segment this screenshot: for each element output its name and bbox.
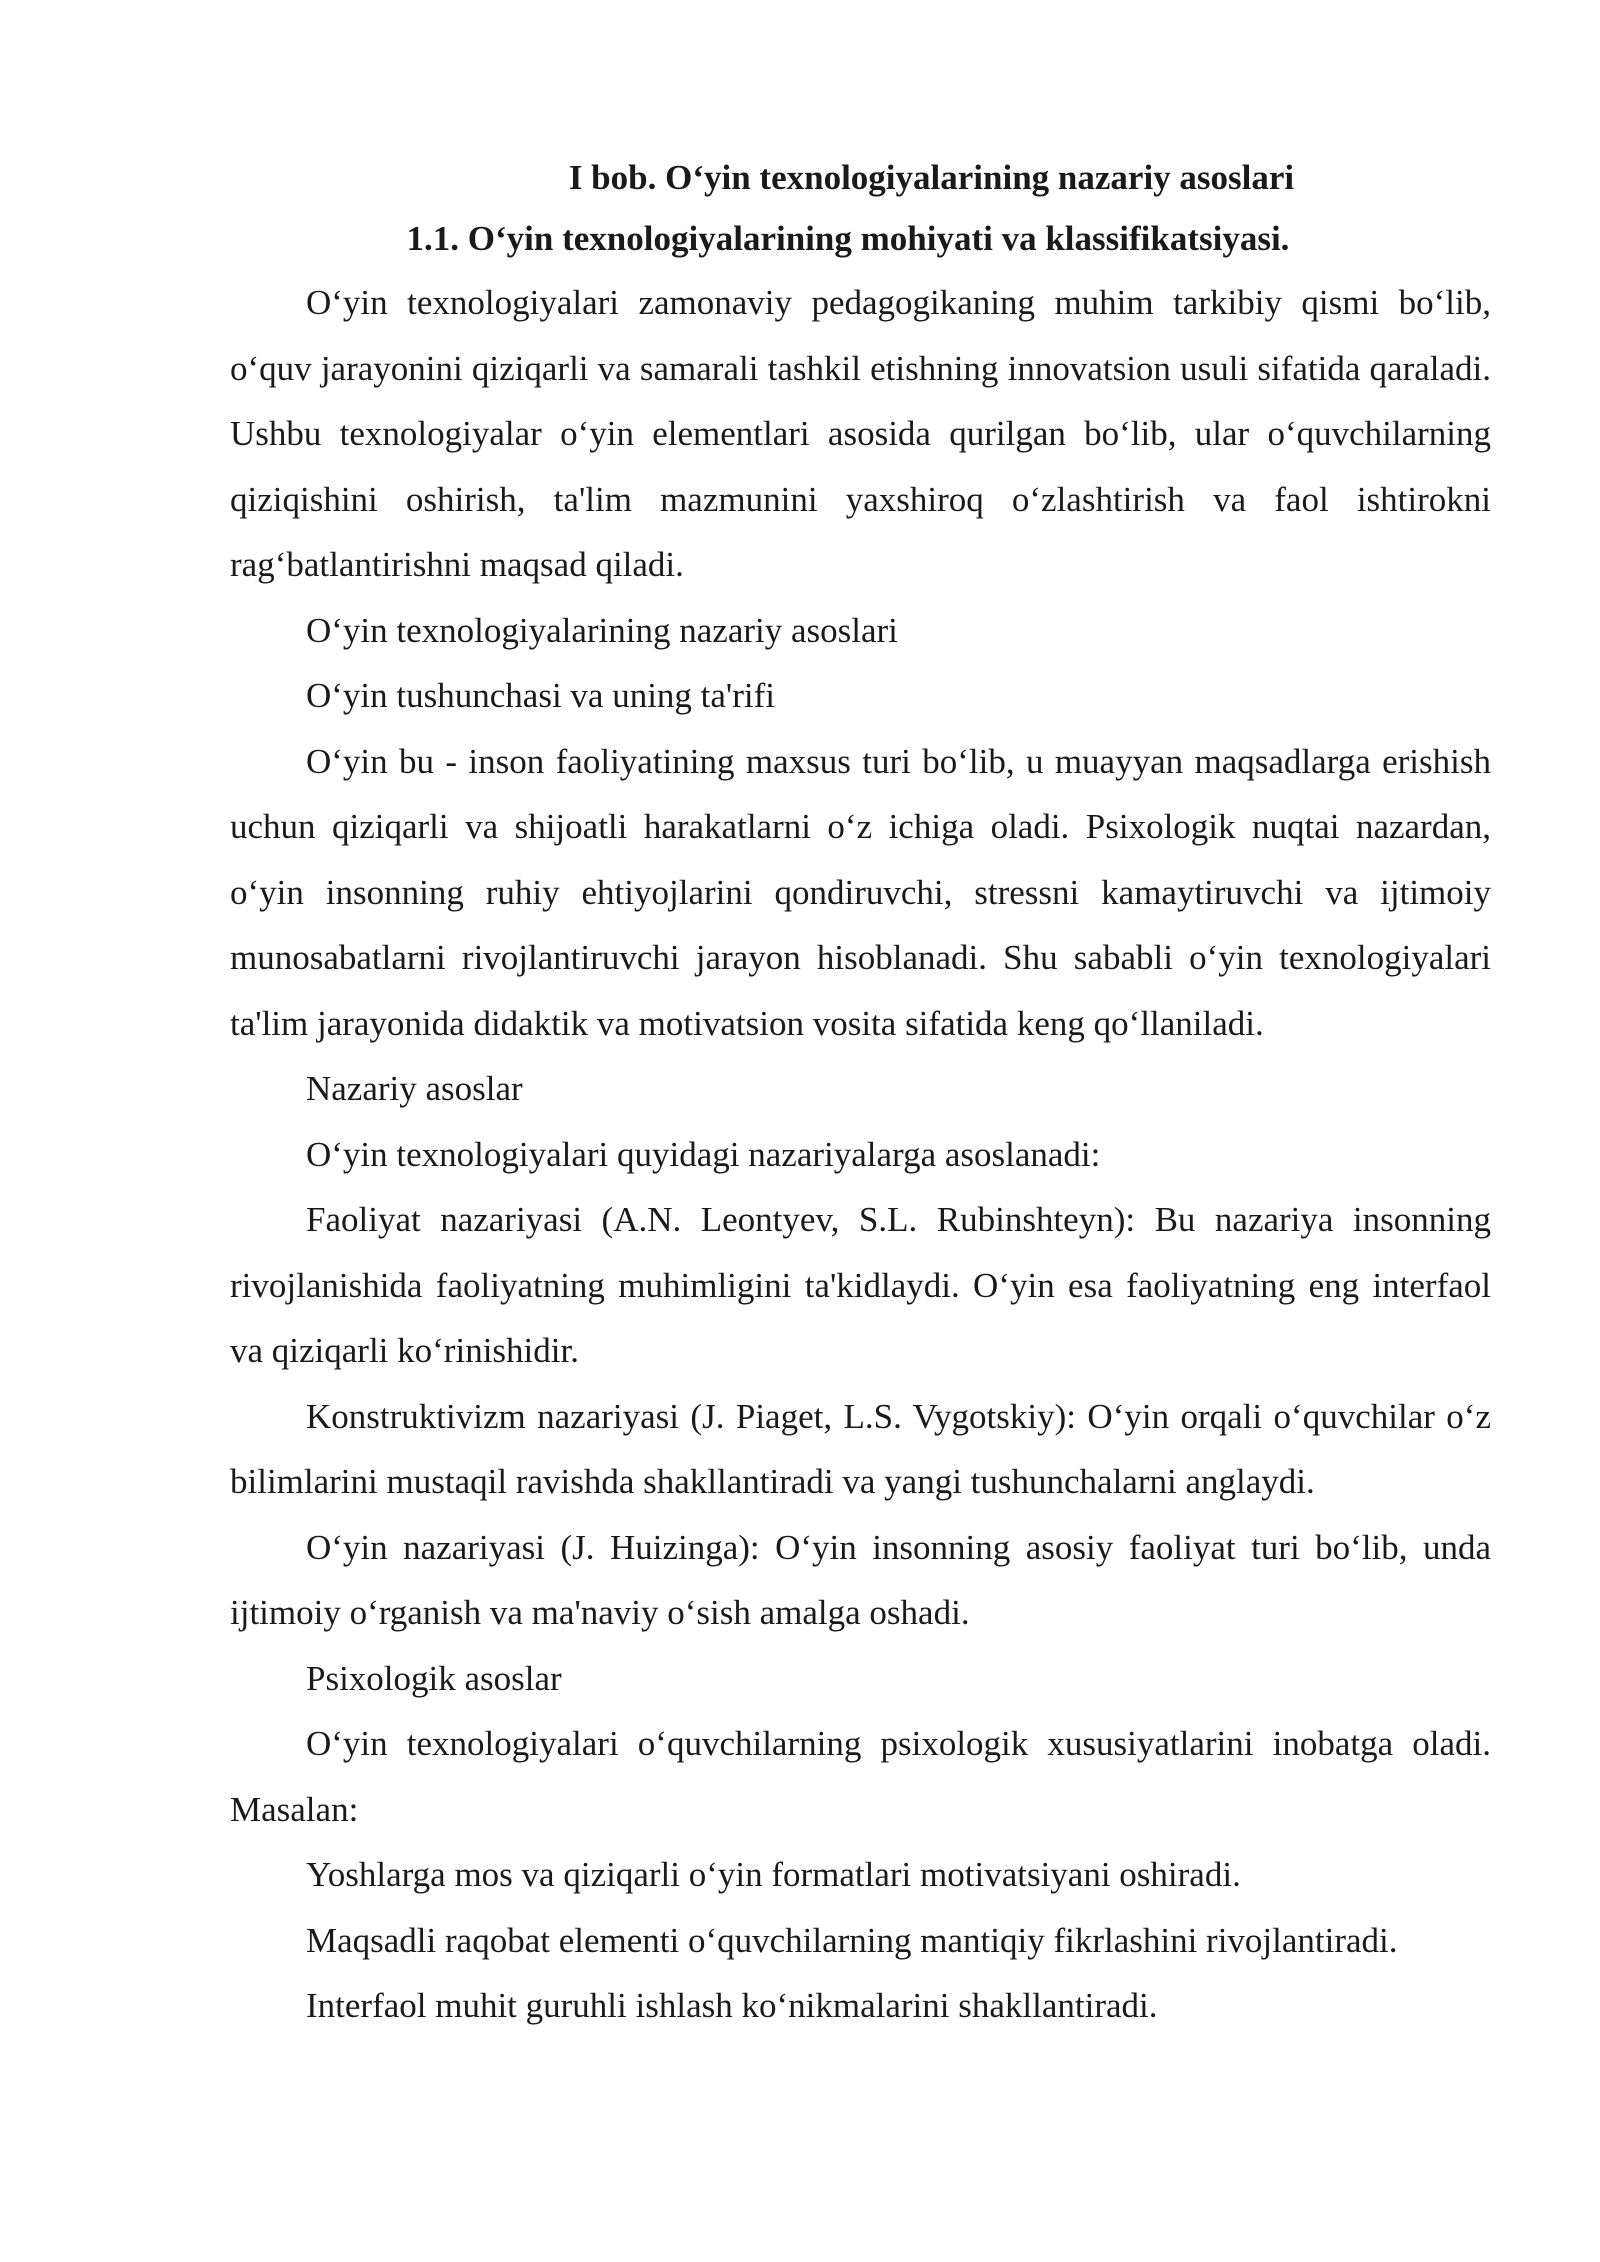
subheading-theoretical-foundations: O‘yin texnologiyalarining nazariy asoslari — [306, 610, 898, 650]
paragraph-psychological-features: O‘yin texnologiyalari o‘quvchilarning psixologik xususiyatlarini inobatga oladi. Masalan: — [230, 1724, 1491, 1829]
paragraph-game-theory: O‘yin nazariyasi (J. Huizinga): O‘yin insonning asosiy faoliyat turi bo‘lib, unda ijtimoiy o‘rganish va ma'naviy o‘sish amalga oshadi. — [230, 1527, 1491, 1632]
list-item-competition: Maqsadli raqobat elementi o‘quvchilarning mantiqiy fikrlashini rivojlantiradi. — [306, 1920, 1398, 1960]
subheading-psychological-bases: Psixologik asoslar — [306, 1658, 562, 1698]
document-page — [230, 148, 1491, 2039]
section-title: 1.1. O‘yin texnologiyalarining mohiyati va klassifikatsiyasi. — [406, 219, 1290, 258]
chapter-title: I bob. O‘yin texnologiyalarining nazariy asoslari — [568, 158, 1295, 197]
paragraph-game-definition: O‘yin bu - inson faoliyatining maxsus turi bo‘lib, u muayyan maqsadlarga erishish uchun qiziqarli va shijoatli harakatlarni o‘z ichiga oladi. Psixologik nuqtai nazardan, o‘yin insonning ruhiy ehtiyojlarini qondiruvchi, stressni kamaytiruvchi va ijtimoiy munosabatlarni rivojlantiruvchi jarayon hisoblanadi. Shu sababli o‘yin texnologiyalari ta'lim jarayonida didaktik va motivatsion vosita sifatida keng qo‘llaniladi. — [230, 741, 1491, 1043]
subheading-theoretical-bases: Nazariy asoslar — [306, 1069, 523, 1108]
paragraph-constructivism: Konstruktivizm nazariyasi (J. Piaget, L.S. Vygotskiy): O‘yin orqali o‘quvchilar o‘z bilimlarini mustaqil ravishda shakllantiradi va yangi tushunchalarni anglaydi. — [230, 1396, 1491, 1501]
paragraph-activity-theory: Faoliyat nazariyasi (A.N. Leontyev, S.L. Rubinshteyn): Bu nazariya insonning rivojlanishida faoliyatning muhimligini ta'kidlaydi. O‘yin esa faoliyatning eng interfaol va qiziqarli ko‘rinishidir. — [230, 1200, 1491, 1370]
paragraph-intro: O‘yin texnologiyalari zamonaviy pedagogikaning muhim tarkibiy qismi bo‘lib, o‘quv jarayonini qiziqarli va samarali tashkil etishning innovatsion usuli sifatida qaraladi. Ushbu texnologiyalar o‘yin elementlari asosida qurilgan bo‘lib, ular o‘quvchilarning qiziqishini oshirish, ta'lim mazmunini yaxshiroq o‘zlashtirish va faol ishtirokni rag‘batlantirishni maqsad qiladi. — [230, 283, 1491, 584]
subheading-game-concept: O‘yin tushunchasi va uning ta'rifi — [306, 676, 775, 715]
list-item-motivation: Yoshlarga mos va qiziqarli o‘yin formatlari motivatsiyani oshiradi. — [306, 1855, 1241, 1894]
list-item-interactive: Interfaol muhit guruhli ishlash ko‘nikmalarini shakllantiradi. — [306, 1986, 1158, 2025]
paragraph-theories-intro: O‘yin texnologiyalari quyidagi nazariyalarga asoslanadi: — [306, 1134, 1101, 1174]
